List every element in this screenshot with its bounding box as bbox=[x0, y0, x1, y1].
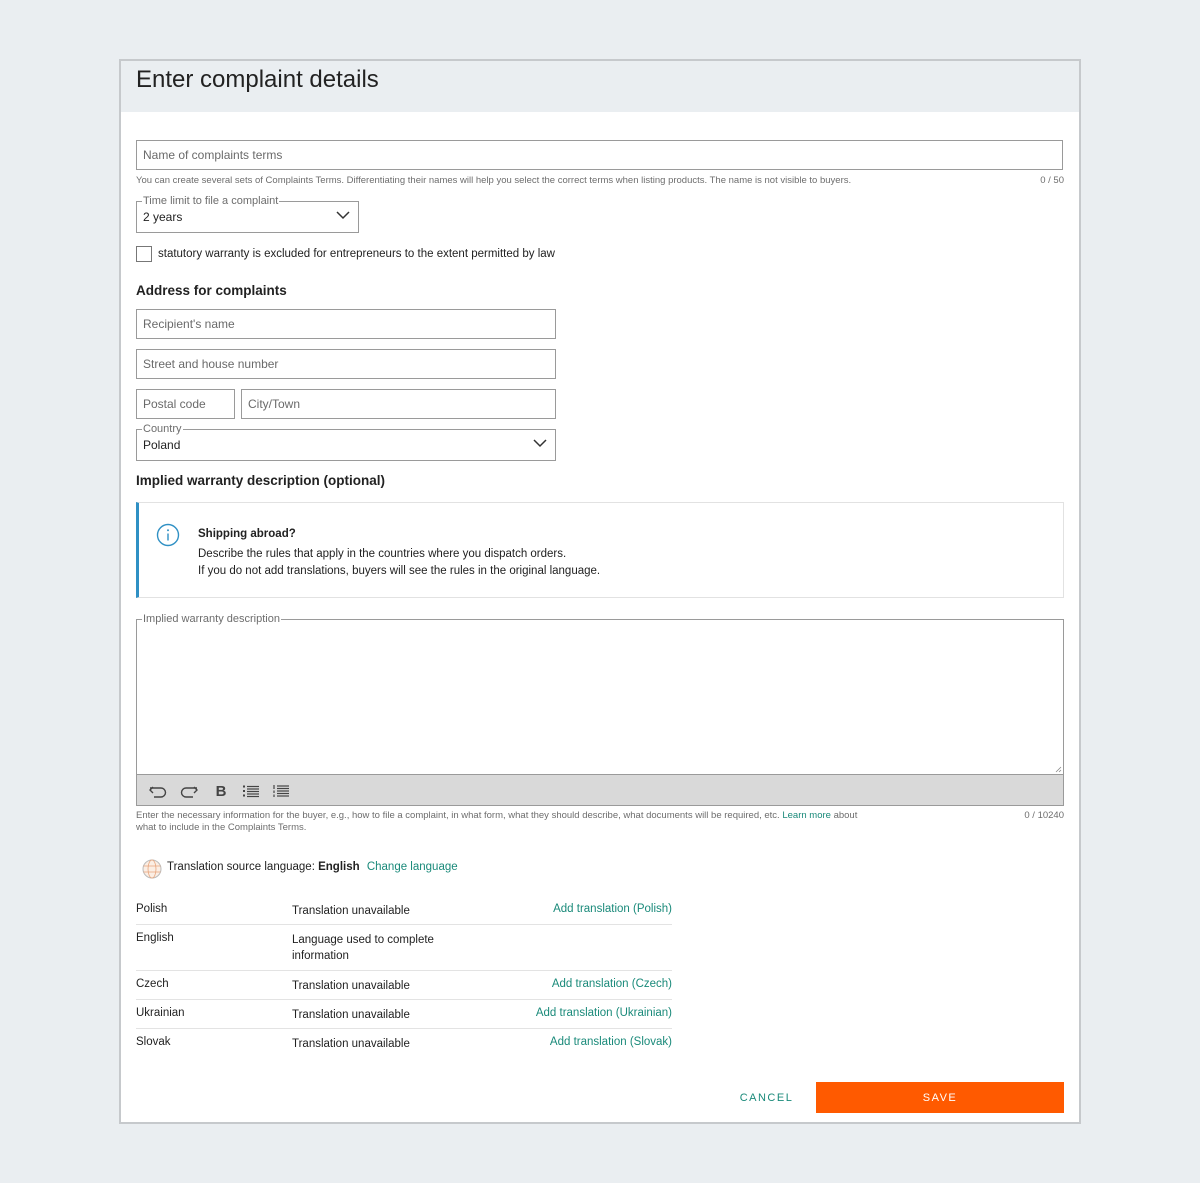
warranty-description-counter: 0 / 10240 bbox=[1024, 810, 1064, 821]
translation-row bbox=[136, 1007, 672, 1029]
city-input[interactable] bbox=[241, 389, 556, 419]
complaints-terms-name-placeholder: Name of complaints terms bbox=[143, 148, 283, 162]
translation-row bbox=[136, 978, 672, 1000]
undo-icon bbox=[148, 783, 168, 799]
cancel-button[interactable]: CANCEL bbox=[729, 1083, 804, 1113]
translation-language: Slovak bbox=[136, 1036, 171, 1048]
add-translation-slovak-link[interactable]: Add translation (Slovak) bbox=[549, 1036, 672, 1048]
info-title: Shipping abroad? bbox=[198, 528, 296, 540]
translation-language: English bbox=[136, 932, 174, 944]
resize-handle-icon[interactable] bbox=[1055, 766, 1062, 773]
translation-row bbox=[136, 932, 672, 971]
page-title: Enter complaint details bbox=[136, 66, 379, 93]
street-placeholder: Street and house number bbox=[143, 357, 279, 371]
street-input[interactable] bbox=[136, 349, 556, 379]
translation-row bbox=[136, 903, 672, 925]
postal-code-input[interactable] bbox=[136, 389, 235, 419]
translation-status: Translation unavailable bbox=[292, 1038, 410, 1050]
warranty-description-hint bbox=[136, 810, 896, 834]
info-icon bbox=[156, 523, 180, 547]
translation-source-value: English bbox=[318, 861, 360, 873]
add-translation-ukrainian-link[interactable]: Add translation (Ukrainian) bbox=[535, 1007, 672, 1019]
translation-status: Translation unavailable bbox=[292, 980, 410, 992]
change-language-link[interactable]: Change language bbox=[366, 861, 458, 873]
undo-button[interactable] bbox=[148, 782, 168, 800]
country-value: Poland bbox=[143, 438, 181, 452]
complaints-terms-name-input[interactable] bbox=[136, 140, 1063, 170]
translation-status: Translation unavailable bbox=[292, 905, 410, 917]
complaint-details-dialog bbox=[119, 59, 1081, 1124]
time-limit-value: 2 years bbox=[143, 210, 183, 224]
add-translation-polish-link[interactable]: Add translation (Polish) bbox=[553, 903, 672, 915]
redo-icon bbox=[179, 783, 199, 799]
warranty-section-title: Implied warranty description (optional) bbox=[136, 473, 386, 488]
complaints-terms-name-counter: 0 / 50 bbox=[1040, 175, 1064, 186]
translation-row bbox=[136, 1036, 672, 1058]
translation-status: Language used to complete information bbox=[292, 934, 434, 962]
country-label: Country bbox=[143, 423, 182, 435]
recipient-name-placeholder: Recipient's name bbox=[143, 317, 235, 331]
globe-icon bbox=[142, 859, 162, 879]
chevron-down-icon bbox=[533, 438, 547, 448]
editor-toolbar bbox=[137, 774, 1063, 805]
add-translation-czech-link[interactable]: Add translation (Czech) bbox=[551, 978, 672, 990]
country-select[interactable] bbox=[136, 429, 556, 461]
chevron-down-icon bbox=[336, 210, 350, 220]
save-button[interactable]: SAVE bbox=[816, 1082, 1064, 1113]
numbered-list-icon bbox=[272, 784, 290, 798]
translation-source-label: Translation source language: bbox=[167, 861, 315, 873]
translation-language: Ukrainian bbox=[136, 1007, 185, 1019]
bold-button[interactable] bbox=[211, 782, 231, 800]
postal-code-placeholder: Postal code bbox=[143, 397, 206, 411]
warranty-description-editor[interactable] bbox=[136, 619, 1064, 806]
info-line-1: Describe the rules that apply in the countries where you dispatch orders. bbox=[198, 548, 567, 560]
redo-button[interactable] bbox=[179, 782, 199, 800]
statutory-warranty-checkbox[interactable] bbox=[136, 246, 152, 262]
address-section-title: Address for complaints bbox=[136, 283, 287, 298]
recipient-name-input[interactable] bbox=[136, 309, 556, 339]
dialog-header bbox=[121, 61, 1079, 112]
warranty-description-label: Implied warranty description bbox=[143, 613, 280, 625]
bold-icon: B bbox=[215, 782, 227, 800]
bulleted-list-icon bbox=[242, 784, 260, 798]
complaints-terms-name-hint: You can create several sets of Complaints Terms. Differentiating their names will help you select the correct terms when listing products. The name is not visible to buyers. bbox=[136, 175, 852, 186]
translation-status: Translation unavailable bbox=[292, 1009, 410, 1021]
numbered-list-button[interactable] bbox=[271, 782, 291, 800]
warranty-hint-suffix: about bbox=[833, 810, 858, 821]
shipping-info-box bbox=[136, 502, 1064, 598]
bulleted-list-button[interactable] bbox=[241, 782, 261, 800]
statutory-warranty-label: statutory warranty is excluded for entrepreneurs to the extent permitted by law bbox=[158, 248, 555, 260]
warranty-hint-line-2: what to include in the Complaints Terms. bbox=[136, 822, 307, 833]
translation-language: Czech bbox=[136, 978, 169, 990]
warranty-hint-prefix: Enter the necessary information for the buyer, e.g., how to file a complaint, in what form, what they should describe, what documents will be required, etc. bbox=[136, 810, 780, 821]
city-placeholder: City/Town bbox=[248, 397, 301, 411]
translation-language: Polish bbox=[136, 903, 168, 915]
translation-source bbox=[167, 861, 458, 873]
learn-more-link[interactable]: Learn more bbox=[782, 810, 831, 821]
time-limit-label: Time limit to file a complaint bbox=[143, 195, 279, 207]
info-line-2: If you do not add translations, buyers will see the rules in the original language. bbox=[198, 565, 601, 577]
